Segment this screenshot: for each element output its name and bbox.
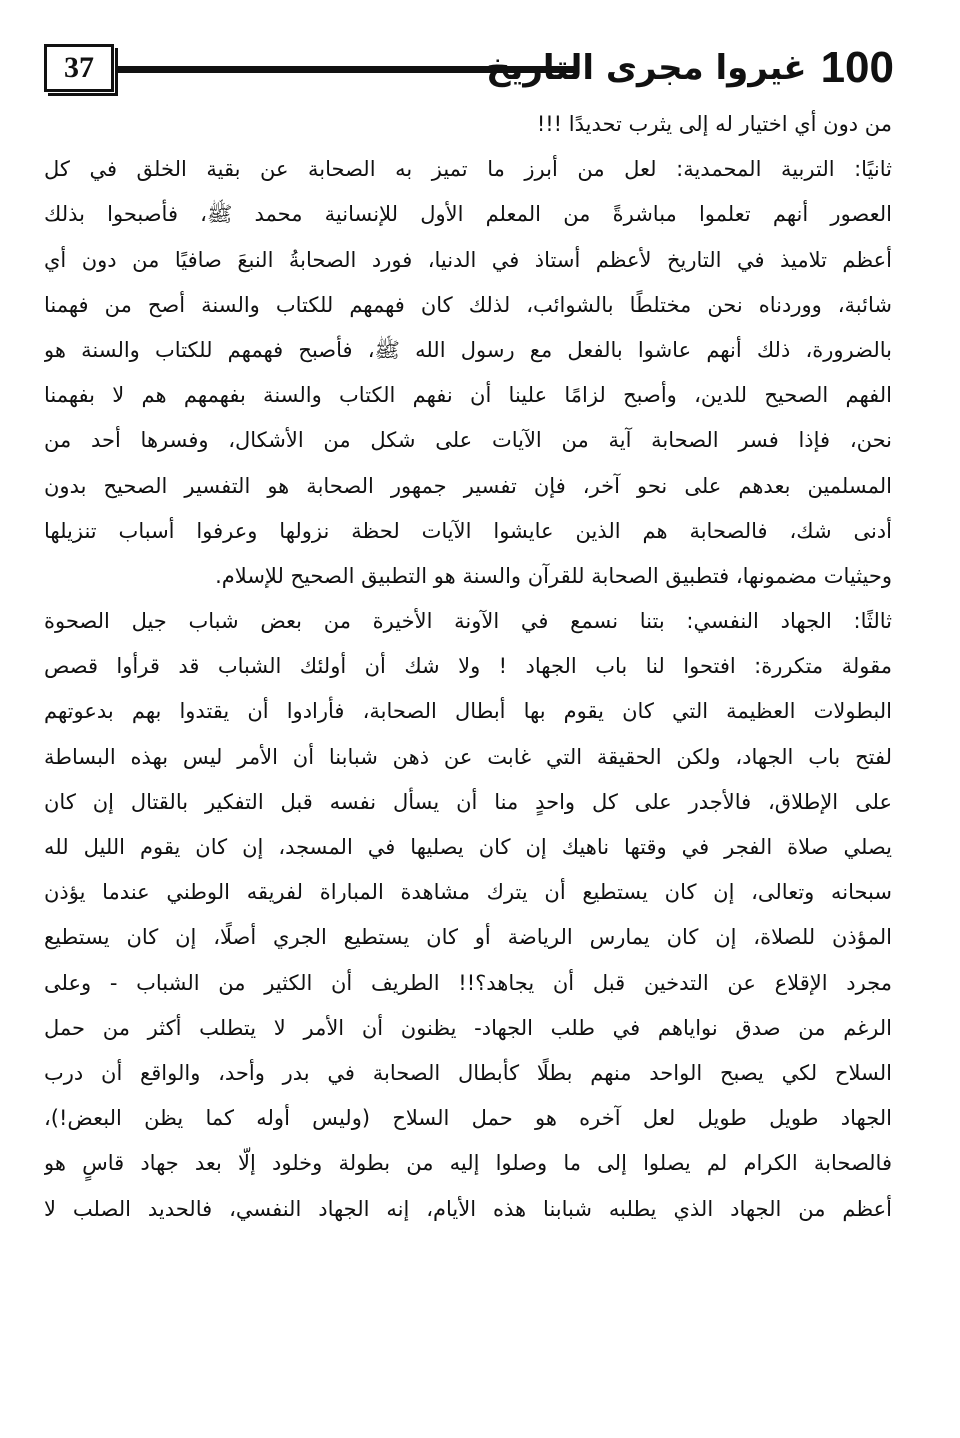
text-line: أعظم من الجهاد الذي يطلبه شبابنا هذه الأيام، إنه الجهاد النفسي، فالحديد الصلب لا bbox=[44, 1196, 892, 1221]
text-line: على الإطلاق، فالأجدر على كل واحدٍ منا أن يسأل نفسه قبل التفكير بالقتال إن كان bbox=[44, 789, 892, 814]
body-text bbox=[44, 102, 892, 1232]
text-line: العصور أنهم تعلموا مباشرةً من المعلم الأول للإنسانية محمد ﷺ، فأصبحوا بذلك bbox=[44, 202, 892, 227]
text-line: الجهاد طويل طويل لعل آخره هو حمل السلاح (وليس أوله كما يظن البعض!)، bbox=[44, 1106, 892, 1131]
text-line: مجرد الإقلاع عن التدخين قبل أن يجاهد؟!! الطريف أن الكثير من الشباب - وعلى bbox=[44, 970, 892, 995]
text-line: الرغم من صدق نواياهم في طلب الجهاد- يظنون أن الأمر لا يتطلب أكثر من حمل bbox=[44, 1015, 892, 1040]
book-number: 100 bbox=[820, 43, 894, 92]
text-line: أدنى شك، فالصحابة هم الذين عايشوا الآيات لحظة نزولها وعرفوا أسباب تنزيلها bbox=[44, 518, 892, 543]
text-line: ثالثًا: الجهاد النفسي: بتنا نسمع في الآونة الأخيرة من بعض شباب جيل الصحوة bbox=[44, 609, 892, 634]
text-line: لفتح باب الجهاد، ولكن الحقيقة التي غابت عن ذهن شبابنا أن الأمر ليس بهذه البساطة bbox=[44, 744, 892, 769]
text-line: ثانيًا: التربية المحمدية: لعل من أبرز ما تميز به الصحابة عن بقية الخلق في كل bbox=[44, 157, 892, 182]
text-line: الفهم الصحيح للدين، وأصبح لزامًا علينا أن نفهم الكتاب والسنة بفهمهم هم لا بفهمنا bbox=[44, 383, 892, 408]
book-title: غيروا مجرى التاريخ bbox=[486, 48, 807, 88]
text-line: نحن، فإذا فسر الصحابة آية من الآيات على شكل من الأشكال، وفسرها أحد من bbox=[44, 428, 892, 453]
text-line: شائبة، ووردناه نحن مختلطًا بالشوائب، لذلك كان فهمهم للكتاب والسنة أصح من فهمنا bbox=[44, 292, 892, 317]
text-line: السلاح لكي يصبح الواحد منهم بطلًا كأبطال الصحابة في بدر وأحد، والواقع أن درب bbox=[44, 1060, 892, 1085]
text-line: يصلي صلاة الفجر في وقتها ناهيك إن كان يصليها في المسجد، إن كان يقوم الليل لله bbox=[44, 835, 892, 859]
text-line: من دون أي اختيار له إلى يثرب تحديدًا !!! bbox=[536, 112, 892, 136]
running-title bbox=[486, 40, 894, 96]
text-line: بالضرورة، ذلك أنهم عاشوا بالفعل مع رسول الله ﷺ، فأصبح فهمهم للكتاب والسنة هو bbox=[44, 337, 892, 362]
text-line: مقولة متكررة: افتحوا لنا باب الجهاد ! ولا شك أن أولئك الشباب قد قرأوا قصص bbox=[44, 654, 892, 679]
text-line: وحيثيات مضمونها، فتطبيق الصحابة للقرآن والسنة هو التطبيق الصحيح للإسلام. bbox=[215, 563, 892, 588]
text-line: المسلمين بعدهم على نحو آخر، فإن تفسير جمهور الصحابة هو التفسير الصحيح بدون bbox=[44, 473, 892, 498]
text-line: البطولات العظيمة التي كان يقوم بها أبطال الصحابة، فأرادوا أن يقتدوا بهم بدعوتهم bbox=[44, 699, 892, 724]
page-header bbox=[44, 40, 894, 100]
page-number-box bbox=[44, 44, 114, 92]
text-line: سبحانه وتعالى، إن كان يستطيع أن يترك مشاهدة المباراة لفريقه الوطني عندما يؤذن bbox=[44, 880, 892, 905]
page-number: 37 bbox=[64, 51, 94, 84]
text-line: فالصحابة الكرام لم يصلوا إلى ما وصلوا إليه من بطولة وخلود إلّا بعد جهاد قاسٍ هو bbox=[44, 1151, 892, 1176]
text-line: أعظم تلاميذ في التاريخ لأعظم أستاذ في الدنيا، فورد الصحابةُ النبعَ صافيًا من دون أي bbox=[44, 247, 892, 272]
text-line: المؤذن للصلاة، إن كان يمارس الرياضة أو كان يستطيع الجري أصلًا، إن كان يستطيع bbox=[44, 925, 892, 950]
